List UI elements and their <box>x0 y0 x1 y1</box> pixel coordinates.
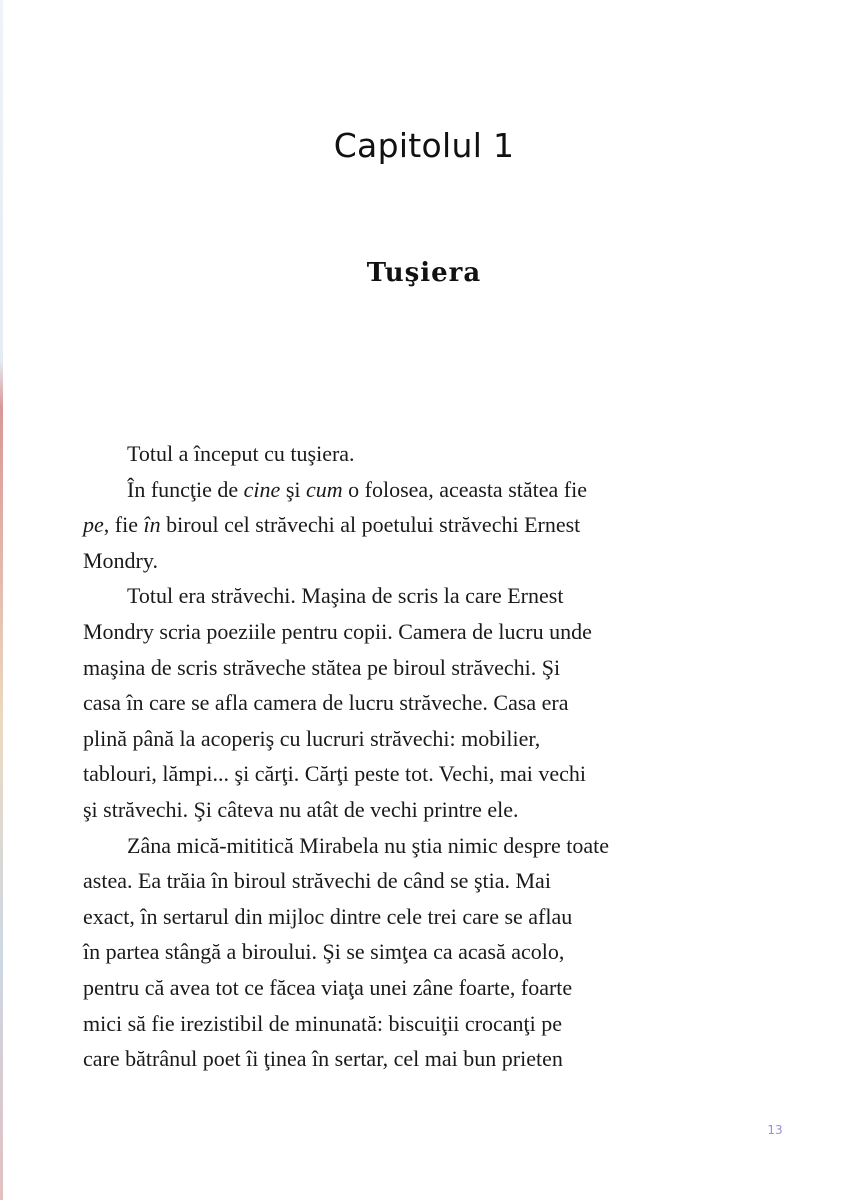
paragraph-line: Totul era străvechi. Maşina de scris la care Ernest <box>127 583 564 609</box>
italic-word: în <box>143 512 161 538</box>
paragraph-2 <box>83 472 745 579</box>
paragraph-line: mici să fie irezistibil de minunată: biscuiţii crocanţi pe <box>83 1010 562 1036</box>
paragraph-line: în partea stângă a biroului. Şi se simţea ca acasă acolo, <box>83 939 565 965</box>
italic-word: cine <box>243 476 281 502</box>
body-text <box>83 436 745 1077</box>
page-number: 13 <box>767 1123 783 1137</box>
paragraph-line: exact, în sertarul din mijloc dintre cele trei care se aflau <box>83 903 573 929</box>
paragraph-line: Zâna mică-mititică Mirabela nu ştia nimic despre toate <box>127 832 609 858</box>
chapter-title: Tuşiera <box>366 258 482 288</box>
paragraph-line: Mondry scria poeziile pentru copii. Camera de lucru unde <box>83 618 592 644</box>
text-run: şi <box>280 476 307 502</box>
paragraph-line: Totul a început cu tuşiera. <box>127 441 355 466</box>
paragraph-4 <box>83 828 745 1077</box>
paragraph-line: Mondry. <box>83 547 158 573</box>
text-run: , fie <box>103 512 144 538</box>
paragraph-line: astea. Ea trăia în biroul străvechi de când se ştia. Mai <box>83 868 551 894</box>
italic-word: pe <box>83 512 104 538</box>
paragraph-line: tablouri, lămpi... şi cărţi. Cărţi peste tot. Vechi, mai vechi <box>83 761 587 787</box>
paragraph-line: şi străvechi. Şi câteva nu atât de vechi printre ele. <box>83 796 519 822</box>
paragraph-line: maşina de scris străveche stătea pe biroul străvechi. Şi <box>83 654 561 680</box>
paragraph-3 <box>83 578 745 827</box>
text-run: În funcţie de <box>127 476 244 502</box>
italic-word: cum <box>306 476 343 502</box>
paragraph-line <box>105 472 745 508</box>
paragraph-line <box>83 507 745 543</box>
text-run: biroul cel străvechi al poetului străvechi Ernest <box>160 512 581 538</box>
paragraph-1 <box>105 436 745 472</box>
chapter-number: Capitolul 1 <box>333 126 515 165</box>
paragraph-line: plină până la acoperiş cu lucruri străvechi: mobilier, <box>83 725 541 751</box>
text-run: o folosea, aceasta stătea fie <box>342 476 587 502</box>
paragraph-line: casa în care se afla camera de lucru străveche. Casa era <box>83 690 569 716</box>
paragraph-line: pentru că avea tot ce făcea viaţa unei zâne foarte, foarte <box>83 974 573 1000</box>
page-edge <box>0 0 3 1200</box>
paragraph-line: care bătrânul poet îi ţinea în sertar, cel mai bun prieten <box>83 1046 563 1072</box>
